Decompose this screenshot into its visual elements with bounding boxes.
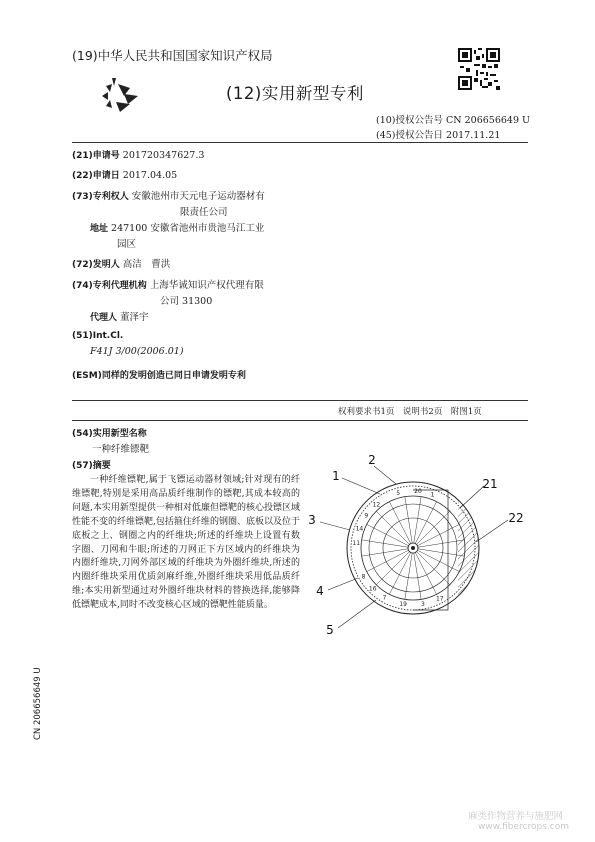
wire-spoke: [405, 497, 412, 543]
patentee-line1: 安徽池州市天元电子运动器材有: [131, 191, 265, 202]
address-line2: 园区: [117, 239, 137, 250]
qr-code-icon: [458, 48, 500, 90]
publication-number: (10)授权公告号 CN 206656649 U: [376, 115, 531, 126]
wire-spoke: [418, 540, 464, 547]
ref-label-4: 4: [316, 584, 324, 598]
title-label: [72, 426, 147, 439]
document-type: (12)实用新型专利: [226, 84, 364, 103]
address-row: [90, 220, 264, 234]
address-label: 地址: [90, 224, 109, 234]
wire-spoke: [389, 502, 410, 544]
ring-number: 12: [372, 501, 381, 509]
ring-number: 7: [382, 594, 387, 602]
dartboard-figure: [298, 450, 538, 650]
watermark-line2: www.fibercrops.com: [478, 822, 569, 832]
outer-fiber-hatch: [458, 500, 498, 600]
patentee-row: [72, 188, 265, 202]
ref-label-3: 3: [308, 513, 316, 527]
title-label-text: (54)实用新型名称: [72, 429, 147, 439]
wire-spoke: [389, 552, 410, 594]
application-number-row: [72, 148, 204, 161]
inventor-row: [72, 256, 170, 270]
ref-label-22: 22: [508, 511, 524, 525]
pages-info: 权利要求书1页 说明书2页 附图1页: [338, 407, 482, 417]
ref-label-5: 5: [326, 623, 334, 637]
agent-row: [90, 309, 149, 323]
ring-number: 14: [355, 525, 364, 533]
wire-spoke: [414, 497, 421, 543]
cnipa-logo-icon: [98, 72, 144, 118]
application-number-label: (21)申请号: [72, 151, 120, 161]
ring-number: 19: [399, 601, 407, 609]
intcl-label: [72, 330, 123, 341]
wire-spoke: [362, 549, 408, 556]
wire-spoke: [367, 524, 409, 545]
intcl-label-text: (51)Int.Cl.: [72, 331, 124, 341]
application-date: 2017.04.05: [122, 170, 178, 181]
application-date-row: [72, 168, 177, 181]
wire-spoke: [417, 511, 450, 544]
ring-numbers: [352, 488, 443, 608]
wire-spoke: [376, 552, 409, 585]
wire-spoke: [362, 540, 408, 547]
wire-spoke: [418, 549, 464, 556]
wire-spoke: [415, 502, 436, 544]
agency-row: [72, 277, 264, 291]
wire-spoke: [417, 552, 450, 585]
ring-number: 8: [361, 573, 366, 581]
wire-spoke: [376, 511, 409, 544]
abstract-label-text: (57)摘要: [72, 461, 111, 471]
ring-number: 20: [414, 488, 422, 496]
inventors: 高洁 曹洪: [122, 259, 171, 270]
wire-spoke: [414, 553, 421, 599]
ring-number: 3: [420, 601, 425, 609]
wire-spoke: [415, 552, 436, 594]
patentee-line2: 限责任公司: [180, 207, 228, 218]
inventor-label: (72)发明人: [72, 260, 120, 270]
wire-spoke: [367, 550, 409, 571]
abstract-text: 一种纤维镖靶,属于飞镖运动器材领域;针对现有的纤维镖靶,特别是采用高品质纤维制作的镖靶,其成本较高的问题,本实用新型提供一种相对低廉但镖靶的核心投镖区域性能不变的纤维镖靶,包括箍住纤维的钢圈、底板以及位于底板之上、钢圈之内的纤维块;所述的纤维块上设置有数字圈、刀网和牛眼;所述的刀网正下方区域内的纤维块为内圈纤维块,刀网外部区域的纤维块为外圈纤维块,所述的内圈纤维块采用优质剑麻纤维,外圈纤维块采用低品质纤维;本实用新型通过对外圈纤维块材料的替换选择,能够降低镖靶成本,同时不改变核心区域的镖靶性能质量。: [72, 475, 300, 611]
side-publication-number: CN 206656649 U: [33, 667, 43, 740]
watermark-line1: 麻类作物营养与施肥网: [468, 811, 564, 822]
esm-text: (ESM)同样的发明创造已同日申请发明专利: [72, 371, 246, 381]
abstract-label: [72, 458, 111, 471]
office-name: (19)中华人民共和国国家知识产权局: [72, 48, 273, 63]
wire-spoke: [417, 524, 459, 545]
intcl-value: F41J 3/00(2006.01): [90, 346, 184, 357]
header-divider: [72, 142, 528, 143]
ref-label-21: 21: [482, 477, 498, 491]
application-number: 201720347627.3: [122, 150, 205, 161]
agency-line1: 上海华诚知识产权代理有限: [149, 280, 264, 291]
ring-number: 16: [368, 585, 377, 593]
ref-label-1: 1: [332, 469, 340, 483]
pages-divider-bottom: [72, 420, 528, 421]
publication-date: (45)授权公告日 2017.11.21: [376, 130, 501, 141]
wire-spoke: [417, 550, 459, 571]
pages-divider-top: [72, 400, 528, 401]
ring-number: 1: [430, 491, 435, 499]
ring-number: 11: [352, 540, 361, 547]
utility-model-title: 一种纤维镖靶: [92, 444, 150, 455]
ring-number: 9: [364, 512, 369, 520]
wire-spoke: [405, 553, 412, 599]
ring-number: 17: [435, 595, 444, 603]
ring-number: 5: [396, 489, 401, 497]
esm-row: [72, 368, 246, 381]
agency-label: (74)专利代理机构: [72, 281, 147, 291]
agent: 董泽宇: [120, 312, 149, 323]
bullseye-inner: [411, 546, 415, 550]
agency-line2: 公司 31300: [160, 296, 213, 307]
address-line1: 247100 安徽省池州市贵池马江工业: [111, 223, 265, 234]
application-date-label: (22)申请日: [72, 171, 120, 181]
patentee-label: (73)专利权人: [72, 192, 129, 202]
agent-label: 代理人: [90, 313, 118, 323]
ref-label-2: 2: [368, 453, 376, 467]
